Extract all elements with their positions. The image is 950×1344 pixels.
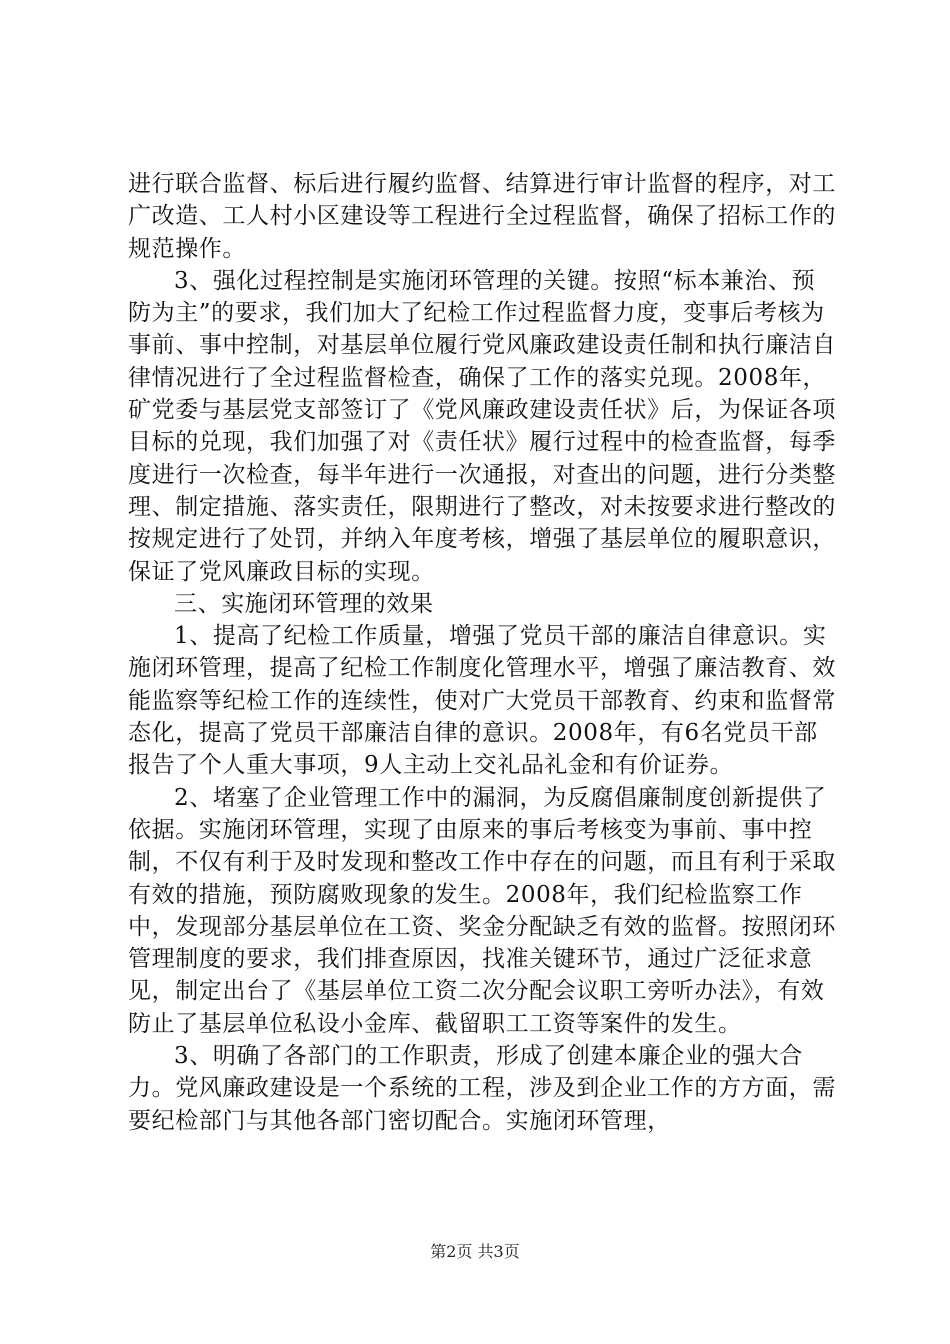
section-heading-effects: 三、实施闭环管理的效果 bbox=[174, 590, 434, 617]
page-footer bbox=[0, 1242, 950, 1262]
page-number-label: 第2页 共3页 bbox=[430, 1242, 520, 1261]
paragraph-effect-1: 1、提高了纪检工作质量，增强了党员干部的廉洁自律意识。实施闭环管理，提高了纪检工作制度化管理水平，增强了廉洁教育、效能监察等纪检工作的连续性，使对广大党员干部教育、约束和监督常态化，提高了党员干部廉洁自律的意识。2008年，有6名党员干部报告了个人重大事项，9人主动上交礼品礼金和有价证券。 bbox=[128, 623, 836, 779]
paragraph-effect-2: 2、堵塞了企业管理工作中的漏洞，为反腐倡廉制度创新提供了依据。实施闭环管理，实现了由原来的事后考核变为事前、事中控制，不仅有利于及时发现和整改工作中存在的问题，而且有利于采取有效的措施，预防腐败现象的发生。2008年，我们纪检监察工作中，发现部分基层单位在工资、奖金分配缺乏有效的监督。按照闭环管理制度的要求，我们排查原因，找准关键环节，通过广泛征求意见，制定出台了《基层单位工资二次分配会议职工旁听办法》，有效防止了基层单位私设小金库、截留职工工资等案件的发生。 bbox=[128, 784, 836, 1037]
paragraph-continued: 进行联合监督、标后进行履约监督、结算进行审计监督的程序，对工广改造、工人村小区建设等工程进行全过程监督，确保了招标工作的规范操作。 bbox=[128, 171, 836, 262]
document-body bbox=[128, 168, 838, 1137]
paragraph-process-control: 3、强化过程控制是实施闭环管理的关键。按照“标本兼治、预防为主”的要求，我们加大了纪检工作过程监督力度，变事后考核为事前、事中控制，对基层单位履行党风廉政建设责任制和执行廉洁自律情况进行了全过程监督检查，确保了工作的落实兑现。2008年，矿党委与基层党支部签订了《党风廉政建设责任状》后，为保证各项目标的兑现，我们加强了对《责任状》履行过程中的检查监督，每季度进行一次检查，每半年进行一次通报，对查出的问题，进行分类整理、制定措施、落实责任，限期进行了整改，对未按要求进行整改的按规定进行了处罚，并纳入年度考核，增强了基层单位的履职意识，保证了党风廉政目标的实现。 bbox=[128, 267, 836, 585]
paragraph-effect-3: 3、明确了各部门的工作职责，形成了创建本廉企业的强大合力。党风廉政建设是一个系统的工程，涉及到企业工作的方方面，需要纪检部门与其他各部门密切配合。实施闭环管理， bbox=[128, 1043, 836, 1134]
